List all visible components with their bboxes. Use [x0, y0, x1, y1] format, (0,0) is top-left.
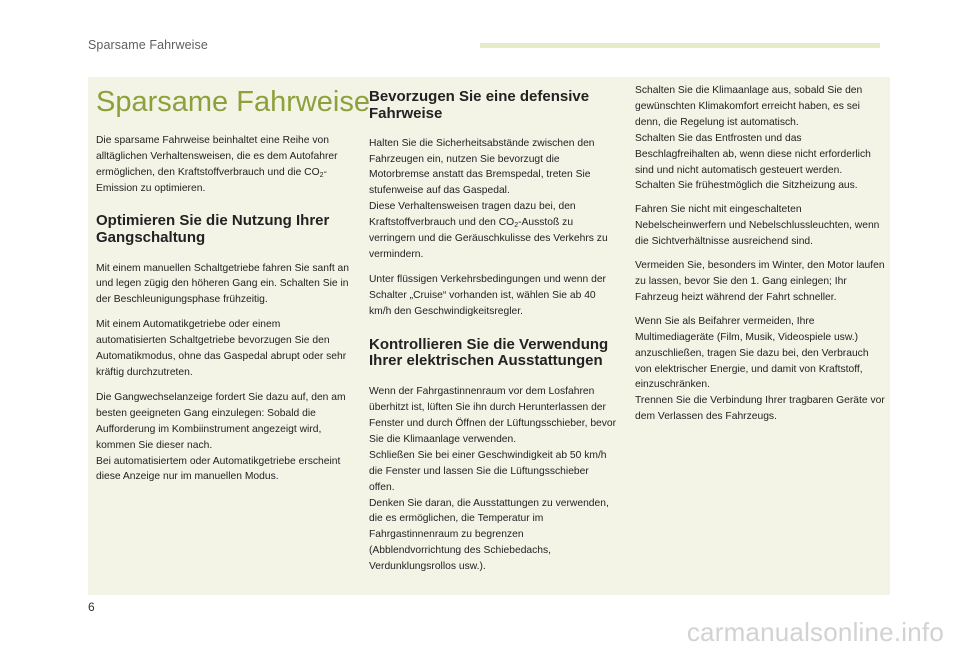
- paragraph-automatic-gearbox: Mit einem Automatikgetriebe oder einem automatisierten Schaltgetriebe bevorzugen Sie den Automatikmodus, ohne das Gaspedal abrupt oder sehr kräftig durchzutreten.: [96, 319, 347, 378]
- column-middle: [369, 77, 617, 575]
- intro-text-post: -Emission zu optimieren.: [96, 167, 327, 195]
- paragraph-climate: Schalten Sie die Klimaanlage aus, sobald Sie den gewünschten Klimakomfort erreicht haben, es sei denn, die Regelung ist automatisch. Schalten Sie das Entfrosten und das Beschlagfreihalten ab, wenn diese nicht erforderlich sind und nicht automatisch gesteuert werden. Schalten Sie frühestmöglich die Sitzheizung aus.: [635, 85, 871, 192]
- paragraph-ventilation: Wenn der Fahrgastinnenraum vor dem Losfahren überhitzt ist, lüften Sie ihn durch Herunterlassen der Fenster und durch Öffnen der Lüftungsschieber, bevor Sie die Klimaanlage verwenden. Schließen Sie bei einer Geschwindigkeit ab 50 km/h die Fenster und lassen Sie die Lüftungsschieber offen. Denken Sie daran, die Ausstattungen zu verwenden, die es ermöglichen, die Temperatur im Fahrgastinnenraum zu begrenzen (Abblendvorrichtung des Schiebedachs, Verdunklungsrollos usw.).: [369, 386, 617, 573]
- column-right: [635, 77, 887, 425]
- content-panel: [88, 77, 890, 595]
- section-heading-electrical: Kontrollieren Sie die Verwendung Ihrer elektrischen Ausstattungen: [369, 335, 609, 370]
- defensive-text-post: -Ausstoß zu verringern und die Geräuschkulisse des Verkehrs zu vermindern.: [369, 217, 608, 260]
- intro-paragraph: [96, 133, 350, 197]
- section-heading-defensive: Bevorzugen Sie eine defensive Fahrweise: [369, 88, 590, 122]
- defensive-text-pre: Halten Sie die Sicherheitsabstände zwischen den Fahrzeugen ein, nutzen Sie bevorzugt die Motorbremse anstatt das Bremspedal, treten Sie stufenweise auf das Gaspedal. Diese Verhaltensweisen tragen dazu bei, den Kraftstoffverbrauch und den CO: [369, 137, 595, 229]
- paragraph-manual-gearbox: Mit einem manuellen Schaltgetriebe fahren Sie sanft an und legen zügig den höheren Gang ein. Schalten Sie in der Beschleunigungsphase frühzeitig.: [96, 262, 349, 306]
- paragraph-engine-idle: Vermeiden Sie, besonders im Winter, den Motor laufen zu lassen, bevor Sie den 1. Gang einlegen; Ihr Fahrzeug heizt während der Fahrt schneller.: [635, 260, 885, 303]
- paragraph-fog-lights: Fahren Sie nicht mit eingeschalteten Nebelscheinwerfern und Nebelschlussleuchten, wenn die Sichtverhältnisse ausreichend sind.: [635, 204, 880, 248]
- page-title: Sparsame Fahrweise: [96, 86, 370, 118]
- defensive-subscript: 2: [514, 222, 519, 230]
- section-heading-gear: Optimieren Sie die Nutzung Ihrer Gangschaltung: [96, 211, 330, 246]
- header-rule: [480, 43, 880, 48]
- paragraph-defensive-driving: [369, 136, 617, 263]
- intro-subscript: 2: [319, 172, 324, 180]
- paragraph-cruise: Unter flüssigen Verkehrsbedingungen und wenn der Schalter „Cruise“ vorhanden ist, wählen Sie ab 40 km/h den Geschwindigkeitsregler.: [369, 273, 606, 317]
- column-left: [96, 77, 370, 485]
- page-number: 6: [88, 600, 95, 614]
- intro-text-pre: Die sparsame Fahrweise beinhaltet eine Reihe von alltäglichen Verhaltensweisen, die es dem Autofahrer ermöglichen, den Kraftstoffverbrauch und die CO: [96, 135, 338, 179]
- paragraph-multimedia: Wenn Sie als Beifahrer vermeiden, Ihre Multimediageräte (Film, Musik, Videospiele usw.) anzuschließen, tragen Sie dazu bei, den Verbrauch von elektrischer Energie, und damit von Kraftstoff, einzuschränken. Trennen Sie die Verbindung Ihrer tragbaren Geräte vor dem Verlassen des Fahrzeugs.: [635, 315, 885, 423]
- watermark: carmanualsonline.info: [686, 617, 944, 647]
- running-header-title: Sparsame Fahrweise: [88, 38, 208, 52]
- paragraph-gear-indicator: Die Gangwechselanzeige fordert Sie dazu auf, den am besten geeigneten Gang einzulegen: Sobald die Aufforderung im Kombiinstrument angezeigt wird, kommen Sie dieser nach. Bei automatisiertem oder Automatikgetriebe erscheint diese Anzeige nur im manuellen Modus.: [96, 391, 346, 483]
